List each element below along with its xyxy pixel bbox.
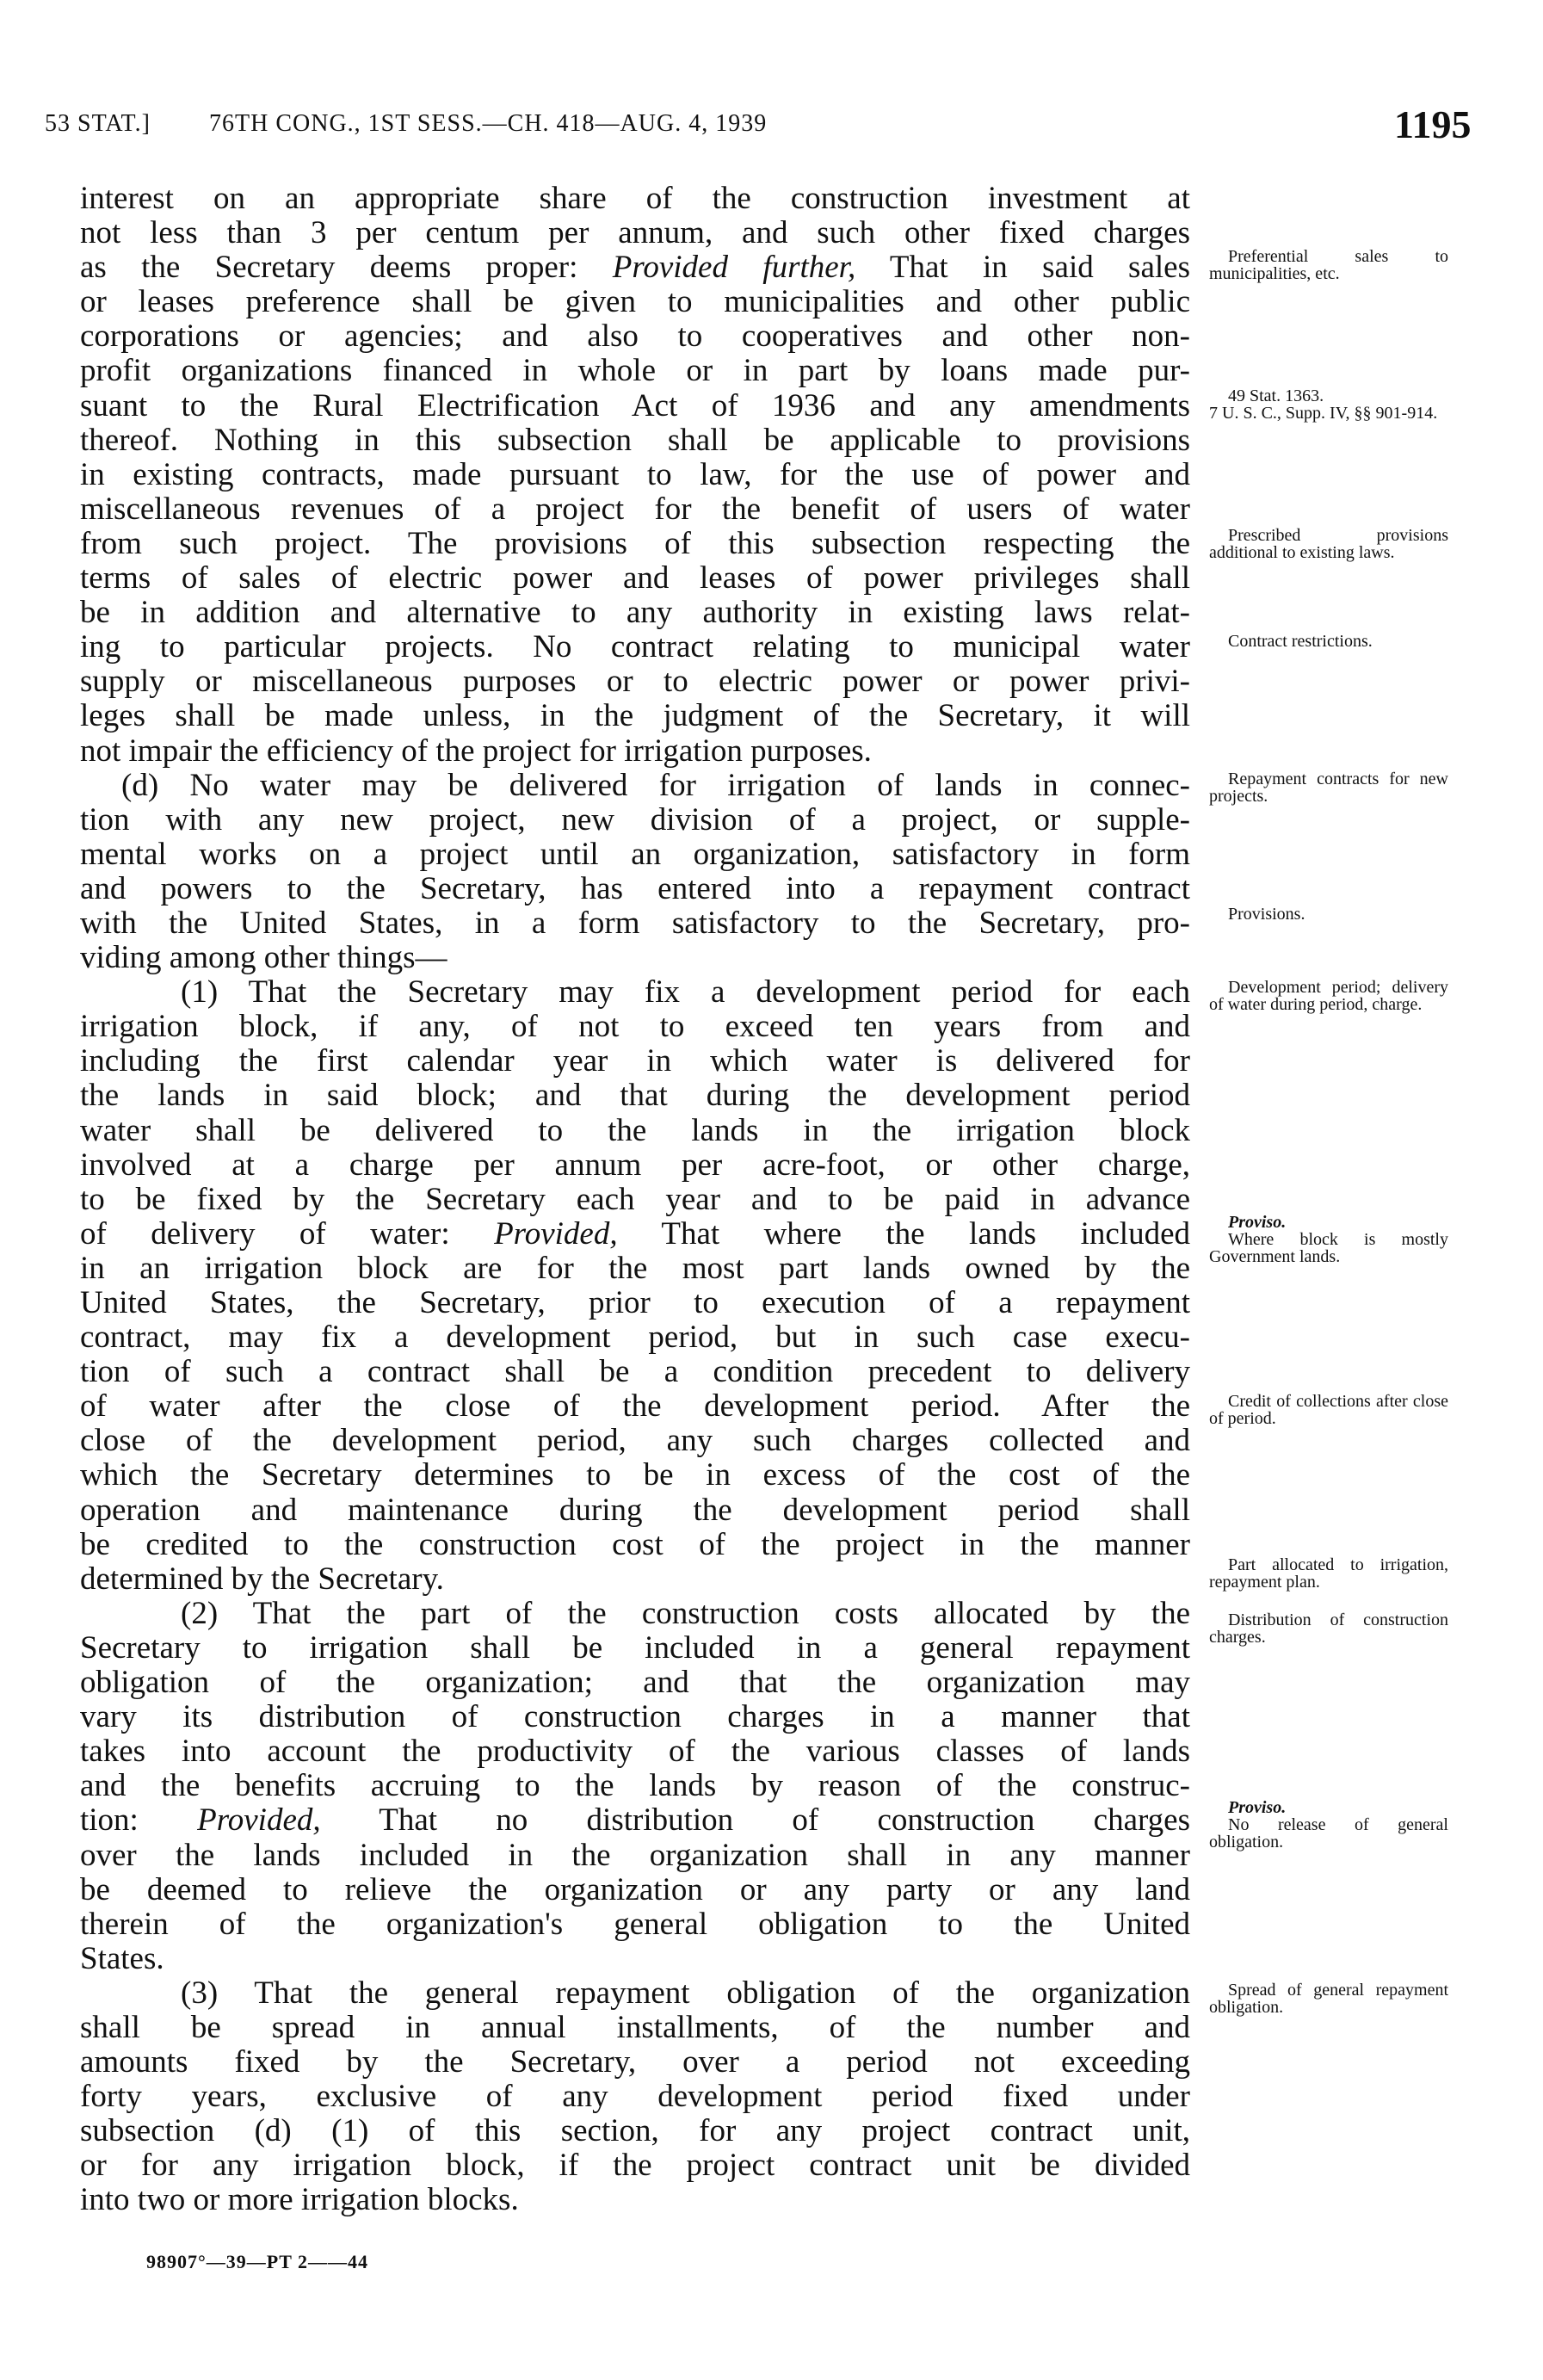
margin-note-prescribed: Prescribed provisions additional to existing laws. (1209, 526, 1448, 562)
page-number: 1195 (1394, 102, 1472, 146)
text-segment: (1) That the Secretary may fix a development period for each (181, 974, 1190, 1011)
text-line (80, 182, 1190, 216)
text-line (80, 458, 1190, 492)
text-segment: to be fixed by the Secretary each year and to be paid in advance (80, 1181, 1190, 1217)
text-segment: terms of sales of electric power and leases of power privileges shall (80, 560, 1190, 597)
text-segment: leges shall be made unless, in the judgment of the Secretary, it will (80, 698, 1190, 734)
text-segment: from such project. The provisions of this subsection respecting the (80, 525, 1190, 561)
text-segment: States. (80, 1940, 164, 1976)
margin-note-preferential: Preferential sales to municipalities, etc. (1209, 247, 1448, 283)
text-line (80, 596, 1190, 630)
text-segment: (2) That the part of the construction costs allocated by the (181, 1595, 1190, 1631)
text-segment: with the United States, in a form satisfactory to the Secretary, pro- (80, 905, 1190, 941)
text-segment: which the Secretary determines to be in excess of the cost of the (80, 1457, 1190, 1493)
text-line (80, 1458, 1190, 1493)
margin-note-credit-collections: Credit of collections after close of period. (1209, 1392, 1448, 1428)
text-segment: takes into account the productivity of the various classes of lands (80, 1734, 1190, 1770)
margin-note-development-period: Development period; delivery of water during period, charge. (1209, 978, 1448, 1014)
text-segment: or leases preference shall be given to municipalities and other public (80, 284, 1190, 320)
text-line (80, 1320, 1190, 1355)
text-line (80, 1631, 1190, 1666)
text-segment: vary its distribution of construction charges in a manner that (80, 1699, 1190, 1735)
no-release-text: No release of general obligation. (1209, 1815, 1448, 1851)
text-line (80, 2080, 1190, 2114)
text-segment: as the Secretary deems proper: (80, 250, 613, 286)
text-line (80, 2045, 1190, 2080)
text-line (80, 1976, 1190, 2011)
text-segment: (3) That the general repayment obligation of the organization (181, 1975, 1190, 2011)
text-line (80, 872, 1190, 906)
text-line (80, 1010, 1190, 1044)
italic-text: Provided, (494, 1215, 618, 1252)
text-segment: water shall be delivered to the lands in the irrigation block (80, 1112, 1190, 1148)
text-segment: shall be spread in annual installments, of the number and (80, 2009, 1190, 2045)
text-segment: be in addition and alternative to any authority in existing laws relat- (80, 595, 1190, 631)
text-segment: interest on an appropriate share of the construction investment at (80, 181, 1190, 216)
text-segment: tion with any new project, new division of a project, or supple- (80, 801, 1190, 838)
text-segment: supply or miscellaneous purposes or to electric power or power privi- (80, 664, 1190, 700)
text-line (80, 1769, 1190, 1803)
text-segment: suant to the Rural Electrification Act of 1936 and any amendments (80, 387, 1190, 423)
text-line (80, 1183, 1190, 1217)
text-line (80, 906, 1190, 941)
text-line (80, 216, 1190, 250)
text-line (80, 319, 1190, 354)
text-line (80, 734, 1190, 769)
text-segment: over the lands included in the organization shall in any manner (80, 1837, 1190, 1873)
text-line (80, 2183, 1190, 2217)
text-segment: corporations or agencies; and also to cooperatives and other non- (80, 318, 1190, 355)
citation-stat: 49 Stat. 1363. (1228, 386, 1324, 405)
text-line (80, 665, 1190, 699)
margin-note-repayment-contracts: Repayment contracts for new projects. (1209, 770, 1448, 806)
text-line (80, 1044, 1190, 1079)
text-segment: and powers to the Secretary, has entered into a repayment contract (80, 870, 1190, 906)
text-segment: viding among other things— (80, 940, 447, 976)
text-segment: into two or more irrigation blocks. (80, 2182, 519, 2218)
text-line (80, 1252, 1190, 1286)
government-lands-text: Where block is mostly Government lands. (1209, 1230, 1448, 1266)
text-segment: obligation of the organization; and that the organization may (80, 1665, 1190, 1701)
text-line (80, 527, 1190, 561)
proviso-label: Proviso. (1228, 1213, 1287, 1232)
text-line (80, 1700, 1190, 1734)
text-line (80, 1803, 1190, 1838)
text-line (80, 354, 1190, 388)
text-line (80, 1148, 1190, 1183)
text-segment: That where the lands included (617, 1215, 1190, 1252)
text-line (80, 1873, 1190, 1907)
text-line (80, 1562, 1190, 1597)
proviso-label: Proviso. (1228, 1798, 1287, 1817)
text-line (80, 1597, 1190, 1631)
text-segment: be credited to the construction cost of the project in the manner (80, 1526, 1190, 1562)
text-line (80, 2114, 1190, 2148)
text-segment: the lands in said block; and that during the development period (80, 1078, 1190, 1114)
margin-note-provisions: Provisions. (1228, 905, 1305, 924)
text-line (80, 769, 1190, 803)
text-segment: therein of the organization's general obligation to the United (80, 1906, 1190, 1942)
text-segment: That no distribution of construction charges (320, 1802, 1190, 1839)
margin-note-distribution: Distribution of construction charges. (1209, 1610, 1448, 1647)
text-line (80, 1079, 1190, 1113)
margin-note-part-allocated: Part allocated to irrigation, repayment plan. (1209, 1555, 1448, 1592)
text-line (80, 699, 1190, 733)
text-line (80, 1907, 1190, 1942)
text-line (80, 1942, 1190, 1976)
text-line (80, 1734, 1190, 1769)
text-segment: close of the development period, any such charges collected and (80, 1423, 1190, 1459)
text-segment: United States, the Secretary, prior to execution of a repayment (80, 1285, 1190, 1320)
text-line (80, 1839, 1190, 1873)
text-segment: of delivery of water: (80, 1215, 495, 1252)
text-line (80, 1217, 1190, 1252)
text-line (80, 1355, 1190, 1389)
text-segment: Secretary to irrigation shall be included in a general repayment (80, 1629, 1190, 1666)
text-segment: and the benefits accruing to the lands by reason of the construc- (80, 1768, 1190, 1804)
footer-print-code: 98907°—39—PT 2——44 (146, 2251, 369, 2272)
text-line (80, 423, 1190, 458)
margin-note-citation (1209, 387, 1448, 422)
text-line (80, 492, 1190, 527)
text-segment: profit organizations financed in whole or in part by loans made pur- (80, 353, 1190, 389)
text-segment: of water after the close of the development period. After the (80, 1388, 1190, 1425)
text-line (80, 285, 1190, 319)
text-line (80, 1389, 1190, 1424)
text-line (80, 1114, 1190, 1148)
text-segment: determined by the Secretary. (80, 1561, 444, 1597)
text-segment: subsection (d) (1) of this section, for any project contract unit, (80, 2113, 1190, 2149)
text-segment: in an irrigation block are for the most part lands owned by the (80, 1250, 1190, 1286)
header-volume: 53 STAT.] (45, 110, 151, 137)
text-segment: including the first calendar year in which water is delivered for (80, 1043, 1190, 1079)
text-segment: or for any irrigation block, if the project contract unit be divided (80, 2148, 1190, 2184)
text-line (80, 561, 1190, 596)
text-segment: be deemed to relieve the organization or any party or any land (80, 1871, 1190, 1907)
text-segment: tion of such a contract shall be a condition precedent to delivery (80, 1354, 1190, 1390)
text-segment: not less than 3 per centum per annum, and such other fixed charges (80, 215, 1190, 251)
text-segment: not impair the efficiency of the project for irrigation purposes. (80, 733, 872, 769)
text-segment: thereof. Nothing in this subsection shall be applicable to provisions (80, 422, 1190, 458)
text-segment: (d) No water may be delivered for irrigation of lands in connec- (121, 767, 1190, 803)
header-session: 76TH CONG., 1ST SESS.—CH. 418—AUG. 4, 1939 (209, 110, 768, 137)
citation-usc: 7 U. S. C., Supp. IV, §§ 901-914. (1209, 404, 1438, 423)
text-segment: That in said sales (855, 250, 1190, 286)
text-line (80, 1493, 1190, 1528)
text-segment: in existing contracts, made pursuant to law, for the use of power and (80, 456, 1190, 492)
text-segment: operation and maintenance during the development period shall (80, 1492, 1190, 1528)
text-line (80, 2011, 1190, 2045)
text-segment: involved at a charge per annum per acre-foot, or other charge, (80, 1147, 1190, 1183)
text-line (80, 941, 1190, 975)
text-line (80, 2148, 1190, 2183)
text-segment: mental works on a project until an organization, satisfactory in form (80, 836, 1190, 872)
text-line (80, 838, 1190, 872)
text-line (80, 1424, 1190, 1458)
text-line (80, 975, 1190, 1010)
margin-note-contract-restrictions: Contract restrictions. (1228, 632, 1373, 651)
text-segment: amounts fixed by the Secretary, over a period not exceeding (80, 2044, 1190, 2080)
text-segment: tion: (80, 1802, 198, 1839)
statute-body-text (80, 182, 1190, 2218)
margin-note-government-lands (1209, 1214, 1448, 1265)
italic-text: Provided, (197, 1802, 321, 1839)
text-line (80, 1286, 1190, 1320)
text-segment: irrigation block, if any, of not to exceed ten years from and (80, 1009, 1190, 1045)
text-line (80, 389, 1190, 423)
text-segment: ing to particular projects. No contract relating to municipal water (80, 629, 1190, 665)
margin-note-no-release (1209, 1799, 1448, 1851)
italic-text: Provided further, (612, 250, 856, 286)
text-line (80, 250, 1190, 285)
margin-note-spread: Spread of general repayment obligation. (1209, 1981, 1448, 2017)
text-line (80, 1528, 1190, 1562)
text-segment: contract, may fix a development period, but in such case execu- (80, 1320, 1190, 1356)
text-line (80, 1666, 1190, 1700)
text-segment: miscellaneous revenues of a project for the benefit of users of water (80, 491, 1190, 527)
text-segment: forty years, exclusive of any development period fixed under (80, 2079, 1190, 2115)
text-line (80, 630, 1190, 665)
text-line (80, 803, 1190, 838)
